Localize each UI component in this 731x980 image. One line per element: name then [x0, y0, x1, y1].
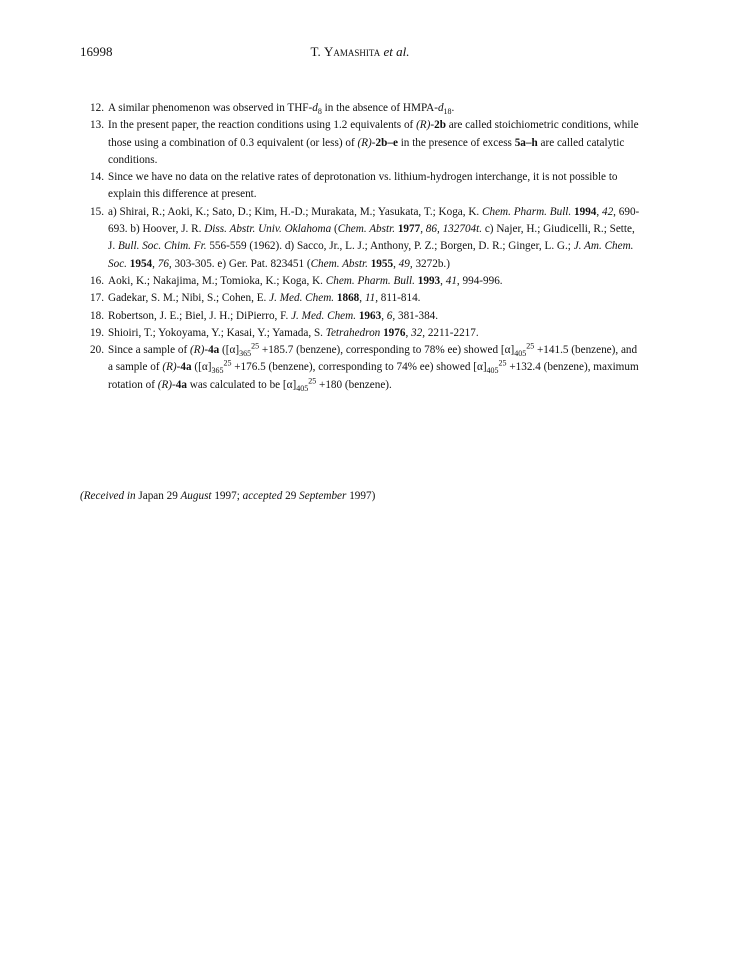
reference-number: 14. — [90, 171, 104, 184]
reference-text: Gadekar, S. M.; Nibi, S.; Cohen, E. J. Med. Chem. 1868, 11, 811-814. — [108, 292, 421, 305]
reference-12 — [80, 100, 642, 117]
reference-15 — [80, 204, 642, 273]
reference-text: Shioiri, T.; Yokoyama, Y.; Kasai, Y.; Yamada, S. Tetrahedron 1976, 32, 2211-2217. — [108, 326, 479, 339]
reference-text: Since we have no data on the relative rates of deprotonation vs. lithium-hydrogen interchange, it is not possible to explain this difference at present. — [108, 171, 618, 201]
reference-text: A similar phenomenon was observed in THF-$d_8$ in the absence of HMPA-$d_{18}$. — [108, 102, 455, 117]
reference-number: 12. — [90, 102, 104, 114]
reference-13 — [80, 117, 642, 169]
reference-number: 15. — [90, 205, 104, 218]
reference-list — [80, 100, 642, 394]
reference-text: a) Shirai, R.; Aoki, K.; Sato, D.; Kim, H.-D.; Murakata, M.; Yasukata, T.; Koga, K. Chem. Pharm. Bull. 1994, 42, 690-693. b) Hoover, J. R. Diss. Abstr. Univ. Oklahoma (Chem. Abstr. 1977, 86, 132704t. c) Najer, H.; Giudicelli, R.; Sette, J. Bull. Soc. Chim. Fr. 556-559 (1962). d) Sacco, Jr., L. J.; Anthony, P. Z.; Borgen, D. R.; Ginger, L. G.; J. Am. Chem. Soc. 1954, 76, 303-305. e) Ger. Pat. 823451 (Chem. Abstr. 1955, 49, 3272b.) — [108, 205, 640, 270]
page-number: 16998 — [80, 44, 113, 59]
reference-number: 16. — [90, 274, 104, 287]
reference-17 — [80, 290, 642, 307]
reference-text: Since a sample of (R)-4a ($[\alpha]_{365}^{25} +185.7$ (benzene), corresponding to 78% ee) showed $[\alpha]_{405}^{25} +141.5$ (benzene), and a sample of (R)-4a ($[\alpha]_{365}^{25} +176.5$ (benzene), corresponding to 74% ee) showed $[\alpha]_{405}^{25} +132.4$ (benzene), maximum rotation of (R)-4a was calculated to be $[\alpha]_{405}^{25} +180$ (benzene). — [108, 341, 639, 393]
reference-14 — [80, 169, 642, 204]
reference-20 — [80, 342, 642, 394]
reference-19 — [80, 325, 642, 342]
reference-text: Robertson, J. E.; Biel, J. H.; DiPierro, F. J. Med. Chem. 1963, 6, 381-384. — [108, 309, 439, 322]
received-date-line: (Received in Japan 29 August 1997; accepted 29 September 1997) — [80, 490, 376, 502]
reference-number: 13. — [90, 119, 104, 132]
reference-text: Aoki, K.; Nakajima, M.; Tomioka, K.; Koga, K. Chem. Pharm. Bull. 1993, 41, 994-996. — [108, 274, 503, 287]
running-header — [80, 44, 640, 64]
reference-number: 18. — [90, 309, 104, 322]
reference-18 — [80, 308, 642, 325]
reference-number: 20. — [90, 344, 104, 357]
reference-16 — [80, 273, 642, 290]
reference-number: 17. — [90, 292, 104, 305]
reference-number: 19. — [90, 326, 104, 339]
reference-text: In the present paper, the reaction conditions using 1.2 equivalents of (R)-2b are called stoichiometric conditions, while those using a combination of 0.3 equivalent (or less) of (R)-2b–e in the presence of excess 5a–h are called catalytic conditions. — [108, 119, 639, 166]
running-head-author: T. Yamashita et al. — [310, 44, 410, 59]
